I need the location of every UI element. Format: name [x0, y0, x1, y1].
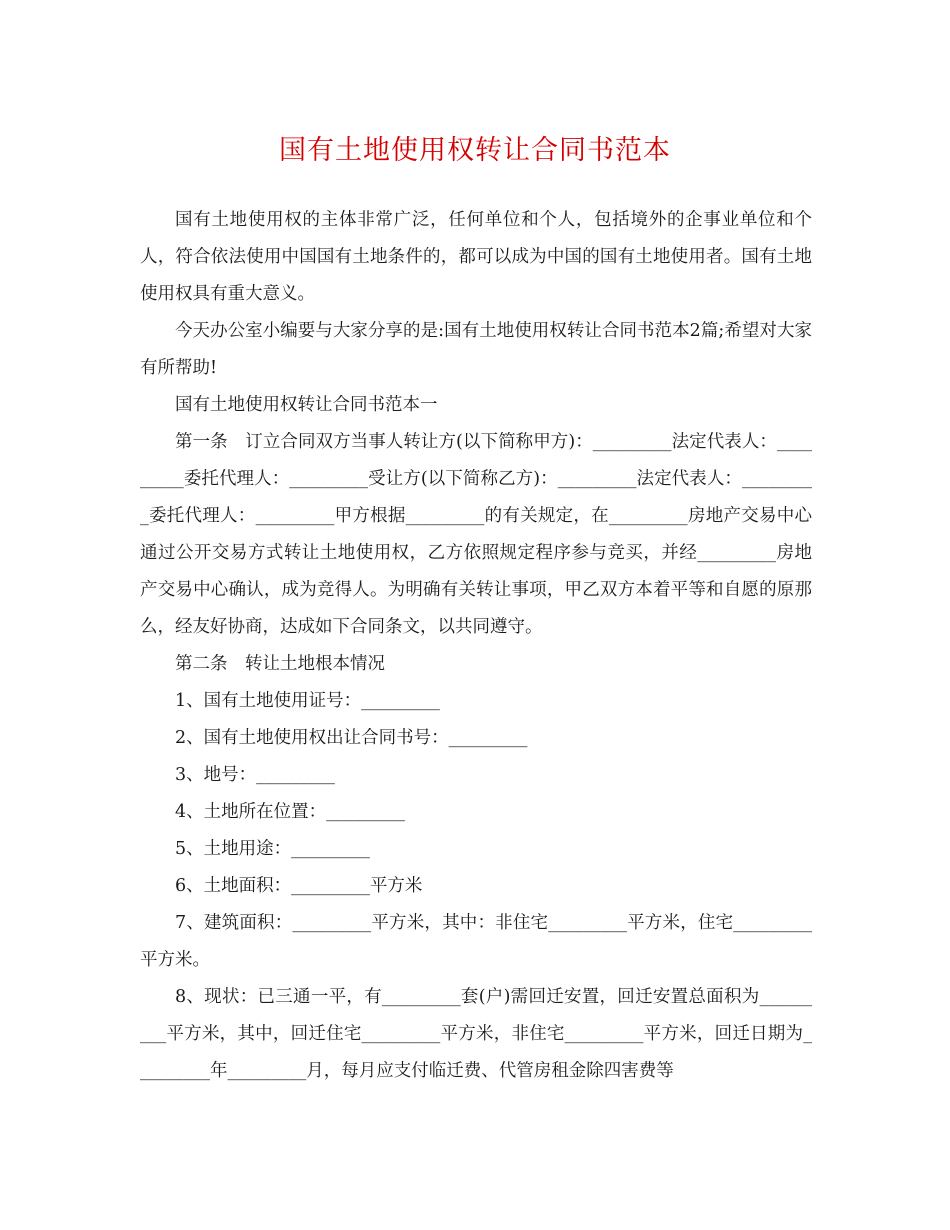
list-item: 7、建筑面积：_________平方米，其中：非住宅_________平方米，住宅_________平方米。: [140, 913, 812, 970]
list-item: 8、现状：已三通一平，有_________套(户)需回迁安置，回迁安置总面积为_________平方米，其中，回迁住宅_________平方米，非住宅_________平方米，回迁日期为_________年_________月，每月应支付临迁费、代管房租金除四害费等: [140, 987, 812, 1081]
article-one: 第一条 订立合同双方当事人转让方(以下简称甲方)：_________法定代表人：_________委托代理人：_________受让方(以下简称乙方)：_________法定代表人：_________委托代理人：_________甲方根据_________的有关规定，在_________房地产交易中心通过公开交易方式转让土地使用权，乙方依照规定程序参与竞买，并经_________房地产交易中心确认，成为竞得人。为明确有关转让事项，甲乙双方本着平等和自愿的原那么，经友好协商，达成如下合同条文，以共同遵守。: [140, 432, 812, 637]
share-paragraph: 今天办公室小编要与大家分享的是:国有土地使用权转让合同书范本2篇;希望对大家有所帮助!: [140, 321, 812, 378]
document-body: [140, 202, 812, 1090]
section-heading: 国有土地使用权转让合同书范本一: [175, 395, 438, 415]
list-item: 3、地号：_________: [175, 765, 335, 785]
list-item: 2、国有土地使用权出让合同书号：_________: [175, 728, 528, 748]
list-item: 1、国有土地使用证号：_________: [175, 691, 440, 711]
list-item: 4、土地所在位置：_________: [175, 802, 405, 822]
list-item: 6、土地面积：_________平方米: [175, 876, 423, 896]
document-title: 国有土地使用权转让合同书范本: [279, 135, 671, 166]
list-item: 5、土地用途：_________: [175, 839, 370, 859]
article-two-heading: 第二条 转让土地根本情况: [175, 654, 385, 674]
intro-paragraph: 国有土地使用权的主体非常广泛，任何单位和个人，包括境外的企事业单位和个人，符合依法使用中国国有土地条件的，都可以成为中国的国有土地使用者。国有土地使用权具有重大意义。: [140, 210, 812, 304]
